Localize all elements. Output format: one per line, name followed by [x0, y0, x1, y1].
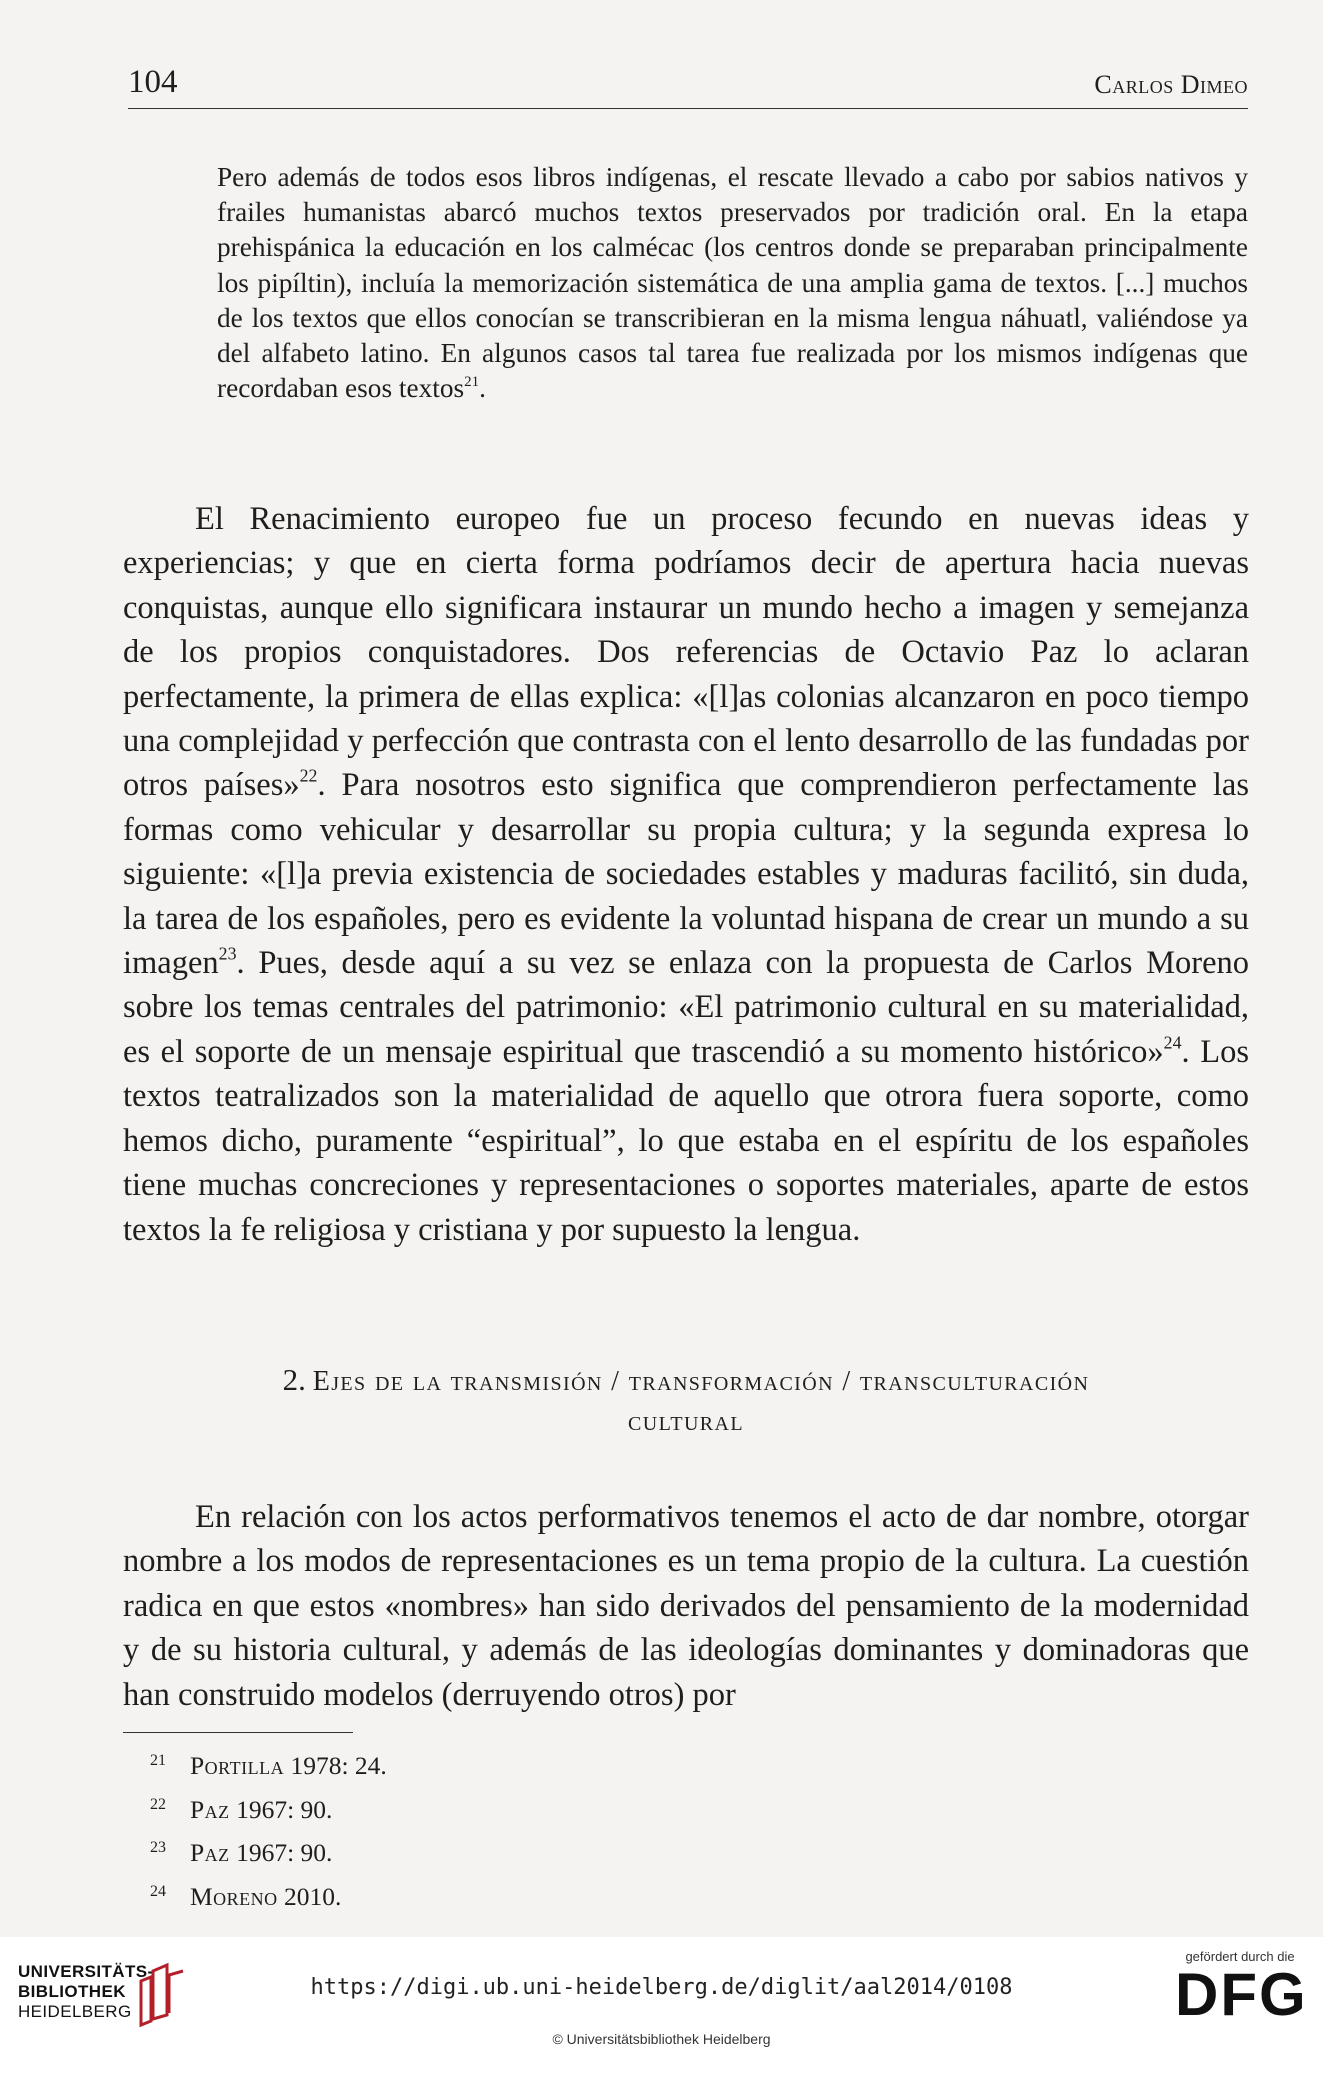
- permalink-url[interactable]: https://digi.ub.uni-heidelberg.de/diglit/aal2014/0108: [310, 1975, 1013, 2000]
- library-name-line-2: BIBLIOTHEK: [18, 1982, 126, 2001]
- footnote-ref-24[interactable]: 24: [1163, 1032, 1182, 1053]
- page-header: [128, 64, 1248, 109]
- footnote-citation: 1967: 90.: [229, 1794, 333, 1824]
- section-title-line-2: cultural: [627, 1406, 745, 1437]
- section-heading-line-2: [123, 1401, 1249, 1441]
- footnote-number: 22: [150, 1795, 166, 1813]
- footnote-citation: 1967: 90.: [229, 1838, 333, 1868]
- section-title-line-1: Ejes de la transmisión / transformación / transculturación: [312, 1366, 1090, 1397]
- paragraph-1-part-1: El Renacimiento europeo fue un proceso fecundo en nuevas ideas y experiencias; y que en cierta forma podríamos decir de apertura hacia nuevas conquistas, aunque ello significara instaurar un mundo hecho a imagen y semejanza de los propios conquistadores. Dos referencias de Octavio Paz lo aclaran perfectamente, la primera de ellas explica: «[l]as colonias alcanzaron en poco tiempo una complejidad y perfección que contrasta con el lento desarrollo de las fundadas por otros países»: [123, 501, 1249, 804]
- footnote-22: [150, 1786, 387, 1830]
- block-quote-text: [217, 160, 1248, 406]
- footnote-author: Paz: [190, 1794, 230, 1824]
- footnote-ref-21[interactable]: 21: [464, 373, 480, 390]
- copyright-notice: © Universitätsbibliothek Heidelberg: [552, 2031, 771, 2047]
- funding-tagline: gefördert durch die: [1185, 1949, 1295, 1964]
- section-number: 2.: [282, 1362, 306, 1397]
- section-heading-line-1: [123, 1360, 1249, 1401]
- footnote-21: [150, 1742, 387, 1786]
- page-number: 104: [128, 64, 178, 100]
- paragraph-2-text: En relación con los actos performativos tenemos el acto de dar nombre, otorgar nombre a los modos de representaciones es un tema propio de la cultura. La cuestión radica en que estos «nombres» han sido derivados del pensamiento de la modernidad y de su historia cultural, y además de las ideologías dominantes y dominadoras que han construido modelos (derruyendo otros) por: [123, 1499, 1249, 1713]
- funder-logo[interactable]: [1175, 1949, 1308, 2028]
- footnote-number: 21: [150, 1752, 166, 1769]
- section-heading: [123, 1360, 1249, 1441]
- paragraph-1-part-4: . Los textos teatralizados son la materialidad de aquello que otrora fuera soporte, como hemos dicho, puramente “espiritual”, lo que estaba en el espíritu de los españoles tiene muchas concreciones y representaciones o soportes materiales, aparte de estos textos la fe religiosa y cristiana y por supuesto la lengua.: [123, 1033, 1249, 1248]
- footnote-number: 23: [150, 1839, 166, 1857]
- footnote-author: Paz: [190, 1838, 230, 1868]
- paragraph-1-part-3: . Pues, desde aquí a su vez se enlaza con la propuesta de Carlos Moreno sobre los temas centrales del patrimonio: «El patrimonio cultural en su materialidad, es el soporte de un mensaje espiritual que trascendió a su momento histórico»: [123, 945, 1249, 1070]
- footnote-number: 24: [150, 1882, 166, 1900]
- footnote-ref-23[interactable]: 23: [218, 943, 237, 964]
- paragraph-1-part-2: . Para nosotros esto significa que comprendieron perfectamente las formas como vehicular y desarrollar su propia cultura; y la segunda expresa lo siguiente: «[l]a previa existencia de sociedades estables y maduras facilitó, sin duda, la tarea de los españoles, pero es evidente la voluntad hispana de crear un mundo a su imagen: [123, 767, 1249, 982]
- digitization-footer: [0, 1937, 1323, 2075]
- body-paragraph-2: [123, 1495, 1249, 1717]
- body-paragraph-1: [123, 497, 1249, 1252]
- dfg-logo-text: DFG: [1175, 1961, 1308, 2028]
- block-quote: [217, 160, 1248, 406]
- footnote-23: [150, 1829, 387, 1873]
- running-head-author: Carlos Dimeo: [1094, 70, 1248, 99]
- footnote-citation: 1978: 24.: [284, 1751, 387, 1780]
- footnote-author: Portilla: [190, 1751, 285, 1780]
- footnote-24: [150, 1873, 387, 1917]
- quote-body: Pero además de todos esos libros indígenas, el rescate llevado a cabo por sabios nativos y frailes humanistas abarcó muchos textos preservados por tradición oral. En la etapa prehispánica la educación en los calmécac (los centros donde se preparaban principalmente los pipíltin), incluía la memorización sistemática de una amplia gama de textos. [...] muchos de los textos que ellos conocían se transcribieran en la misma lengua náhuatl, valiéndose ya del alfabeto latino. En algunos casos tal tarea fue realizada por los mismos indígenas que recordaban esos textos: [217, 162, 1248, 404]
- footnote-separator: [123, 1732, 353, 1733]
- footnote-author: Moreno: [190, 1881, 278, 1911]
- library-name-line-1: UNIVERSITÄTS-: [18, 1962, 154, 1981]
- footnotes: [150, 1742, 387, 1916]
- quote-end: .: [479, 373, 486, 404]
- footnote-ref-22[interactable]: 22: [299, 766, 318, 787]
- paragraph-1-text: [123, 497, 1249, 1252]
- library-name-line-3: HEIDELBERG: [18, 2002, 132, 2021]
- footnote-citation: 2010.: [277, 1881, 342, 1911]
